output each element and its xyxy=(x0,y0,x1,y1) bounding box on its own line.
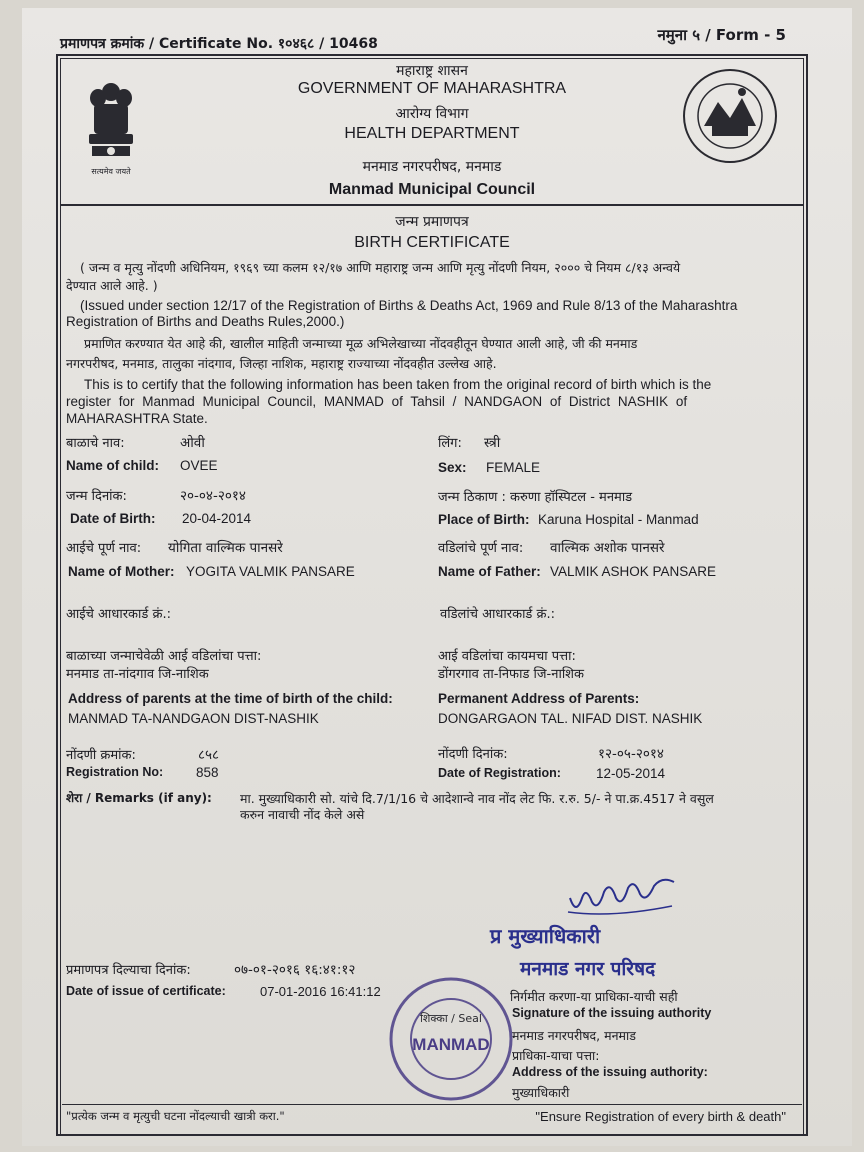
father-aadhar-label: वडिलांचे आधारकार्ड क्रं.: xyxy=(440,607,556,622)
state-name-marathi: महाराष्ट्र शासन xyxy=(396,63,468,79)
issue-date-label: Date of issue of certificate: xyxy=(66,984,226,998)
seal-label: शिक्का / Seal xyxy=(420,1012,482,1025)
state-name-english: GOVERNMENT OF MAHARASHTRA xyxy=(297,80,567,97)
remarks-line-1: मा. मुख्याधिकारी सो. यांचे दि.7/1/16 चे आदेशान्वे नाव नोंद लेट फि. र.रु. 5/- ने पा.क्र.4517 ने वसुल xyxy=(240,791,714,806)
place-of-birth-label: Place of Birth: xyxy=(438,512,530,527)
registration-date: 12-05-2014 xyxy=(596,766,666,781)
child-name-marathi: ओवी xyxy=(180,435,205,451)
place-of-birth-marathi: जन्म ठिकाण : करुणा हॉस्पिटल - मनमाड xyxy=(438,490,633,505)
officer-stamp-line-1 xyxy=(490,922,600,949)
child-name-label: Name of child: xyxy=(66,458,160,473)
authority-officer-marathi: मुख्याधिकारी xyxy=(512,1085,570,1100)
act-marathi-1: ( जन्म व मृत्यु नोंदणी अधिनियम, १९६९ च्या कलम १२/१७ आणि महाराष्ट्र जन्म आणि मृत्यु नोंदणी नियम, २००० चे नियम ८/१३ अन्वये xyxy=(80,260,681,275)
issue-date-label-marathi: प्रमाणपत्र दिल्याचा दिनांक: xyxy=(66,963,191,978)
registration-number: 858 xyxy=(196,765,219,780)
permanent-address-label: Permanent Address of Parents: xyxy=(438,691,640,706)
issue-date-marathi: ०७-०१-२०१६ १६:४१:१२ xyxy=(234,962,356,978)
council-seal-icon xyxy=(386,974,516,1104)
signature-icon xyxy=(562,868,682,928)
top-line xyxy=(52,25,812,55)
issue-date: 07-01-2016 16:41:12 xyxy=(260,984,381,999)
reg-date-label: Date of Registration: xyxy=(438,766,561,780)
authority-address-label-marathi: प्राधिका-याचा पत्ता: xyxy=(512,1048,600,1063)
sex-marathi: स्त्री xyxy=(484,435,501,451)
father-name: VALMIK ASHOK PANSARE xyxy=(550,564,717,579)
certify-marathi-2: नगरपरीषद, मनमाड, तालुका नांदगाव, जिल्हा नाशिक, महाराष्ट्र राज्याच्या नोंदवहीत उल्लेख आहे. xyxy=(66,356,497,371)
act-english-1: (Issued under section 12/17 of the Registration of Births & Deaths Act, 1969 and Rule 8/13 of the Maharashtra xyxy=(80,298,738,313)
reg-date-label-marathi: नोंदणी दिनांक: xyxy=(438,747,508,762)
birth-address-marathi: मनमाड ता-नांदगाव जि-नाशिक xyxy=(66,667,209,682)
act-marathi-2: देण्यात आले आहे. ) xyxy=(66,278,158,293)
emblem-motto: सत्यमेव जयते xyxy=(91,167,131,176)
birth-address-label: Address of parents at the time of birth of the child: xyxy=(68,691,393,706)
footer-left-slogan: "प्रत्येक जन्म व मृत्युची घटना नोंदल्याची खात्री करा." xyxy=(66,1109,285,1123)
remarks-line-2: करुन नावाची नोंद केले असे xyxy=(240,807,365,822)
birth-address-label-marathi: बाळाच्या जन्माचेवेळी आई वडिलांचा पत्ता: xyxy=(66,649,262,664)
certify-english-3: MAHARASHTRA State. xyxy=(66,411,208,426)
birth-address: MANMAD TA-NANDGAON DIST-NASHIK xyxy=(68,711,319,726)
department-marathi: आरोग्य विभाग xyxy=(395,106,469,122)
permanent-address-label-marathi: आई वडिलांचा कायमचा पत्ता: xyxy=(438,649,576,664)
dob-marathi: २०-०४-२०१४ xyxy=(180,488,246,504)
date-of-birth: 20-04-2014 xyxy=(182,511,252,526)
reg-no-label: Registration No: xyxy=(66,765,164,779)
sex-label-marathi: लिंग: xyxy=(438,436,462,451)
certify-english-2: register for Manmad Municipal Council, MANMAD of Tahsil / NANDGAON of District NASHIK of xyxy=(66,394,688,409)
permanent-address-marathi: डोंगरगाव ता-निफाड जि-नाशिक xyxy=(438,667,585,682)
remarks-label: शेरा / Remarks (if any): xyxy=(66,791,212,805)
authority-address-label: Address of the issuing authority: xyxy=(512,1065,708,1079)
signature-label: Signature of the issuing authority xyxy=(512,1006,712,1020)
officer-stamp-line-2: मनमाड नगर परिषद xyxy=(520,958,656,980)
mother-label: Name of Mother: xyxy=(68,564,175,579)
mother-aadhar-label: आईचे आधारकार्ड क्रं.: xyxy=(66,607,171,622)
title-marathi: जन्म प्रमाणपत्र xyxy=(395,214,469,230)
form-number: नमुना ५ / Form - 5 xyxy=(657,26,786,44)
title-english: BIRTH CERTIFICATE xyxy=(354,234,510,251)
seal-text: MANMAD xyxy=(412,1035,490,1054)
sex-label: Sex: xyxy=(438,460,467,475)
certificate-number: प्रमाणपत्र क्रमांक / Certificate No. १०४६८ / 10468 xyxy=(60,36,378,52)
council-marathi: मनमाड नगरपरीषद, मनमाड xyxy=(362,159,502,175)
father-name-marathi: वाल्मिक अशोक पानसरे xyxy=(550,540,665,556)
act-english-2: Registration of Births and Deaths Rules,2000.) xyxy=(66,314,345,329)
child-name-label-marathi: बाळाचे नाव: xyxy=(66,436,125,451)
footer-bar xyxy=(62,1104,802,1130)
mother-name: YOGITA VALMIK PANSARE xyxy=(186,564,355,579)
certify-english-1: This is to certify that the following information has been taken from the original record of birth which is the xyxy=(84,377,712,392)
dob-label-marathi: जन्म दिनांक: xyxy=(66,489,127,504)
sex: FEMALE xyxy=(486,460,541,475)
department-english: HEALTH DEPARTMENT xyxy=(344,125,520,142)
authority-council-marathi: मनमाड नगरपरीषद, मनमाड xyxy=(512,1028,636,1043)
reg-no-marathi: ८५८ xyxy=(198,747,220,763)
reg-no-label-marathi: नोंदणी क्रमांक: xyxy=(66,748,136,763)
place-of-birth: Karuna Hospital - Manmad xyxy=(538,512,699,527)
footer-right-slogan: "Ensure Registration of every birth & death" xyxy=(535,1109,786,1124)
officer-stamp-prefix: प्र xyxy=(490,924,502,948)
mother-name-marathi: योगिता वाल्मिक पानसरे xyxy=(168,540,283,556)
signature-label-marathi: निर्गमीत करणा-या प्राधिका-याची सही xyxy=(510,989,678,1004)
header-divider xyxy=(60,204,804,206)
council-english: Manmad Municipal Council xyxy=(328,181,536,198)
father-label-marathi: वडिलांचे पूर्ण नाव: xyxy=(438,541,524,556)
dob-label: Date of Birth: xyxy=(70,511,156,526)
officer-stamp-title: मुख्याधिकारी xyxy=(508,924,601,948)
mother-label-marathi: आईचे पूर्ण नाव: xyxy=(66,541,142,556)
certify-marathi-1: प्रमाणित करण्यात येत आहे की, खालील माहिती जन्माच्या मूळ अभिलेखाच्या नोंदवहीतून घेण्यात आली आहे, जी की मनमाड xyxy=(84,336,638,351)
father-label: Name of Father: xyxy=(438,564,541,579)
permanent-address: DONGARGAON TAL. NIFAD DIST. NASHIK xyxy=(438,711,703,726)
reg-date-marathi: १२-०५-२०१४ xyxy=(598,746,664,762)
child-name: OVEE xyxy=(180,458,218,473)
